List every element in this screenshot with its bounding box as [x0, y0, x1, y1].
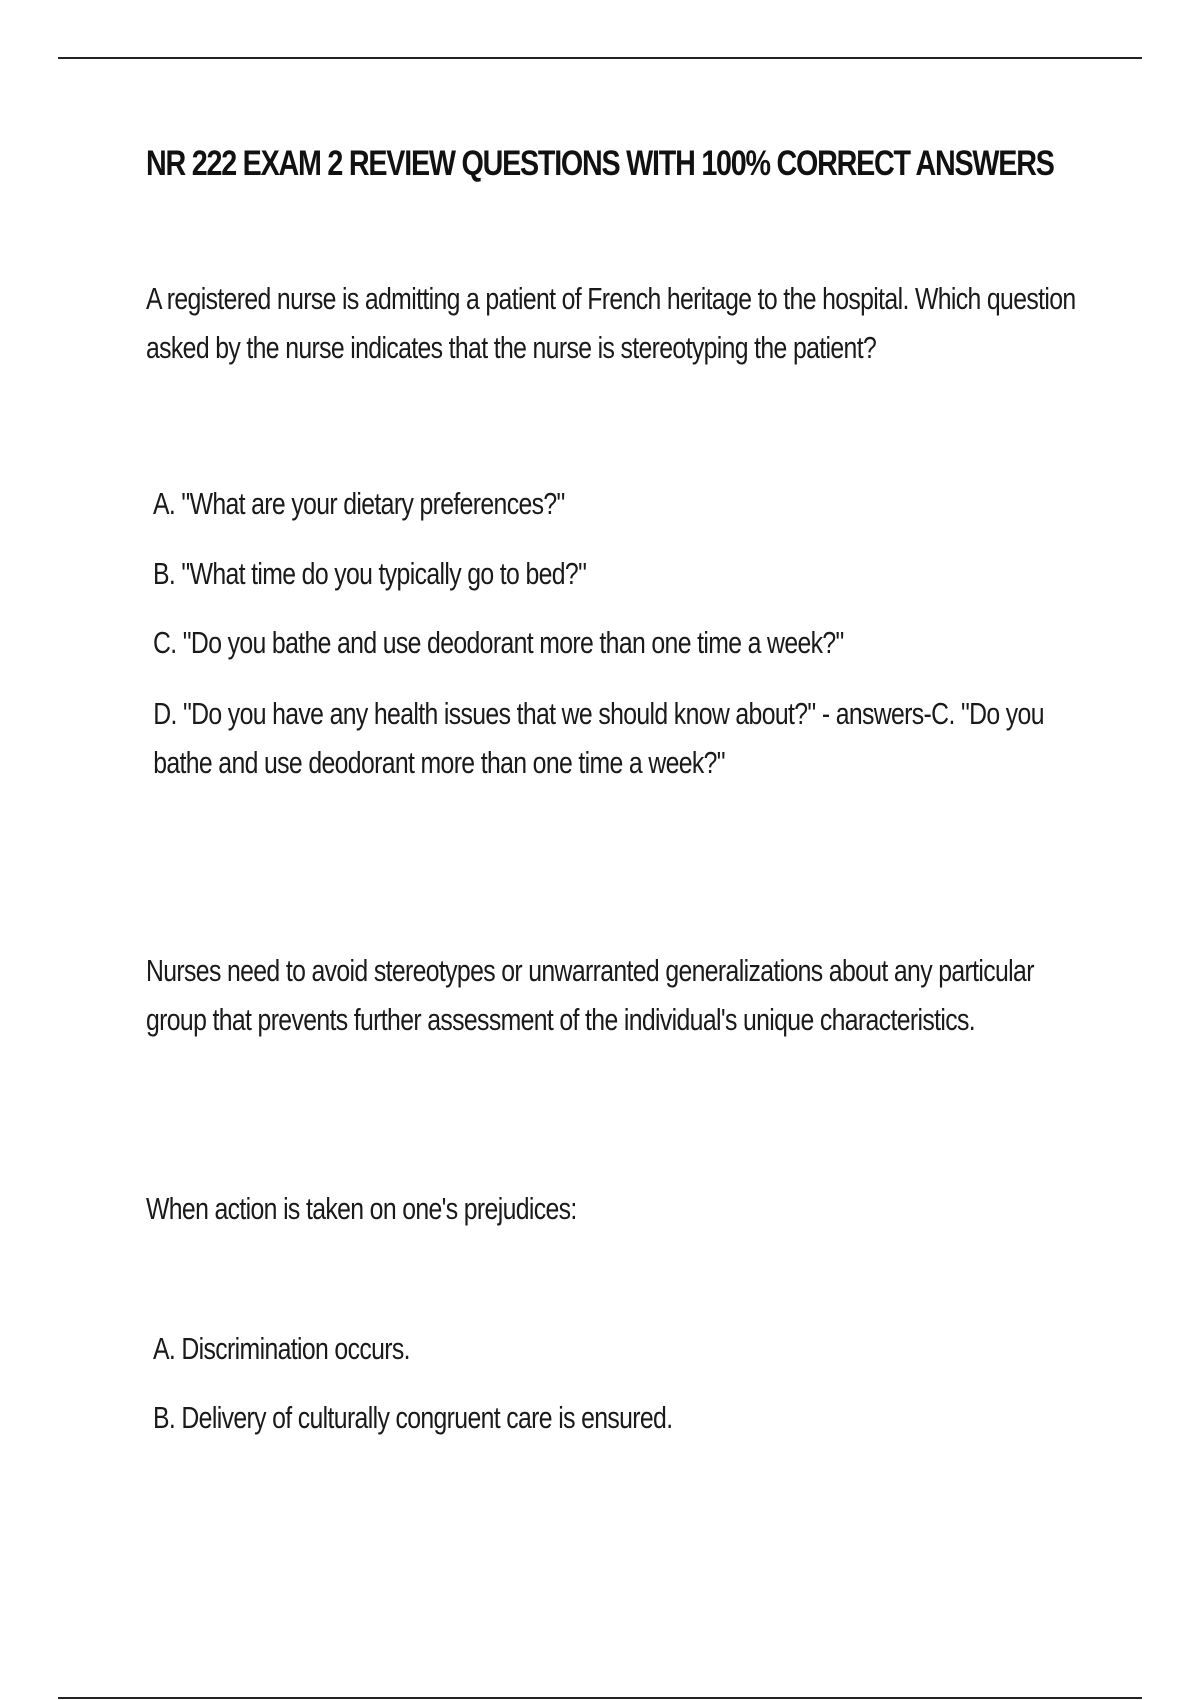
top-divider: [58, 57, 1142, 59]
question-2-option-b: B. Delivery of culturally congruent care is ensured.: [153, 1400, 673, 1435]
bottom-divider: [58, 1697, 1142, 1699]
question-2-stem: When action is taken on one's prejudices:: [146, 1191, 577, 1226]
question-2-option-a: A. Discrimination occurs.: [153, 1331, 410, 1366]
document-title: NR 222 EXAM 2 REVIEW QUESTIONS WITH 100% CORRECT ANSWERS: [146, 144, 1054, 183]
question-1-option-c: C. "Do you bathe and use deodorant more than one time a week?": [153, 625, 844, 660]
question-1-rationale: Nurses need to avoid stereotypes or unwarranted generalizations about any particular group that prevents further assessment of the individual's unique characteristics.: [146, 953, 1034, 1037]
question-1-option-b: B. "What time do you typically go to bed?": [153, 556, 587, 591]
question-1-option-a: A. "What are your dietary preferences?": [153, 486, 565, 521]
question-1-option-d-with-answer: D. "Do you have any health issues that we should know about?" - answers-C. "Do you bathe and use deodorant more than one time a week?": [153, 696, 1044, 780]
question-1-stem: A registered nurse is admitting a patient of French heritage to the hospital. Which question asked by the nurse indicates that the nurse is stereotyping the patient?: [146, 281, 1076, 365]
